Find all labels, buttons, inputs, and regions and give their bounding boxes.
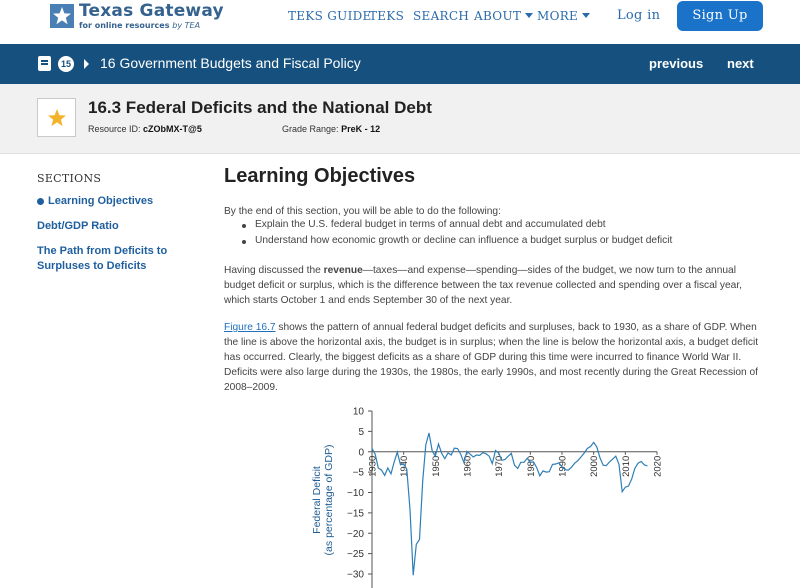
objective-item: Understand how economic growth or decline can influence a budget surplus or budget deficit bbox=[243, 235, 672, 246]
y-axis-subtitle: (as percentage of GDP) bbox=[323, 444, 335, 556]
nav-search[interactable]: SEARCH bbox=[413, 9, 470, 23]
deficit-chart bbox=[300, 400, 680, 588]
sidebar-item-path-from-deficits[interactable]: The Path from Deficits to Surpluses to Deficits bbox=[37, 245, 168, 272]
x-tick-label: 2010 bbox=[620, 455, 632, 477]
texas-gateway-logo[interactable] bbox=[50, 2, 224, 32]
y-axis-title: Federal Deficit bbox=[311, 466, 323, 534]
x-tick-label: 1940 bbox=[399, 455, 411, 477]
login-link[interactable]: Log in bbox=[617, 8, 661, 23]
chevron-right-icon[interactable] bbox=[84, 59, 89, 69]
unit-title[interactable]: 16 Government Budgets and Fiscal Policy bbox=[100, 55, 361, 71]
current-section-indicator bbox=[37, 198, 44, 205]
grade-range: Grade Range: PreK - 12 bbox=[282, 124, 381, 134]
y-tick-label: 5 bbox=[358, 426, 364, 438]
unit-navigation-bar bbox=[0, 44, 800, 84]
figure-link[interactable]: Figure 16.7 bbox=[224, 322, 276, 333]
x-tick-label: 1990 bbox=[557, 455, 569, 477]
x-tick-label: 1960 bbox=[462, 455, 474, 477]
intro-text: By the end of this section, you will be able to do the following: bbox=[224, 206, 501, 217]
x-tick-label: 1970 bbox=[494, 455, 506, 477]
section-heading: Learning Objectives bbox=[224, 165, 416, 187]
logo-subtitle: for online resources by TEA bbox=[79, 21, 201, 30]
x-tick-label: 2000 bbox=[589, 455, 601, 477]
paragraph-figure: Figure 16.7 shows the pattern of annual federal budget deficits and surpluses, back to 1930, as a share of GDP. When the line is above the horizontal axis, the budget is in surplus; when the line is below the horizontal axis, a budget deficit has occurred. Clearly, the biggest deficits as a share of GDP during this time were incurred to finance World War II. Deficits were also large during the 1930s, the 1980s, the early 1990s, and most recently during the Great Recession of 2008–2009. bbox=[224, 322, 759, 393]
favorite-button[interactable] bbox=[37, 98, 76, 137]
sections-heading: SECTIONS bbox=[37, 172, 102, 185]
deficit-series-line bbox=[372, 433, 648, 575]
x-tick-label: 1930 bbox=[367, 455, 379, 477]
next-button[interactable]: next bbox=[727, 56, 754, 71]
texas-star-icon bbox=[50, 4, 74, 28]
y-tick-label: 10 bbox=[352, 406, 364, 418]
x-tick-label: 1980 bbox=[525, 455, 537, 477]
logo-title: Texas Gateway bbox=[79, 1, 224, 21]
paragraph-revenue: Having discussed the revenue—taxes—and expense—spending—sides of the budget, we now turn to the annual budget deficit or surplus, which is the difference between the tax revenue collected and spending over a fiscal year, which starts October 1 and ends September 30 of the next year. bbox=[224, 265, 742, 306]
x-tick-label: 1950 bbox=[430, 455, 442, 477]
resource-header bbox=[0, 84, 800, 154]
y-tick-label: −5 bbox=[352, 467, 364, 479]
chevron-down-icon bbox=[525, 13, 533, 18]
y-tick-label: −30 bbox=[347, 569, 364, 581]
nav-about[interactable]: ABOUT bbox=[474, 9, 533, 23]
resource-title: 16.3 Federal Deficits and the National Debt bbox=[88, 98, 432, 117]
nav-teks[interactable]: TEKS bbox=[369, 9, 405, 23]
unit-number-badge: 15 bbox=[58, 56, 74, 72]
chevron-down-icon bbox=[582, 13, 590, 18]
objective-item: Explain the U.S. federal budget in terms of annual debt and accumulated debt bbox=[243, 219, 606, 230]
sidebar-item-learning-objectives[interactable]: Learning Objectives bbox=[48, 195, 154, 207]
y-tick-label: −20 bbox=[347, 528, 364, 540]
y-tick-label: 0 bbox=[358, 447, 364, 459]
y-tick-label: −25 bbox=[347, 549, 364, 561]
x-tick-label: 2020 bbox=[652, 455, 664, 477]
y-tick-label: −10 bbox=[347, 488, 364, 499]
book-icon[interactable] bbox=[38, 56, 51, 71]
y-tick-label: −15 bbox=[347, 508, 364, 520]
top-navigation bbox=[0, 0, 800, 44]
star-icon bbox=[47, 108, 67, 128]
sign-up-button[interactable]: Sign Up bbox=[677, 1, 763, 31]
resource-id: Resource ID: cZObMX-T@5 bbox=[88, 124, 202, 134]
nav-teks-guide[interactable]: TEKS GUIDE bbox=[288, 9, 372, 23]
nav-more[interactable]: MORE bbox=[537, 9, 590, 23]
previous-button[interactable]: previous bbox=[649, 56, 704, 71]
sidebar-item-debt-gdp-ratio[interactable]: Debt/GDP Ratio bbox=[37, 220, 119, 232]
